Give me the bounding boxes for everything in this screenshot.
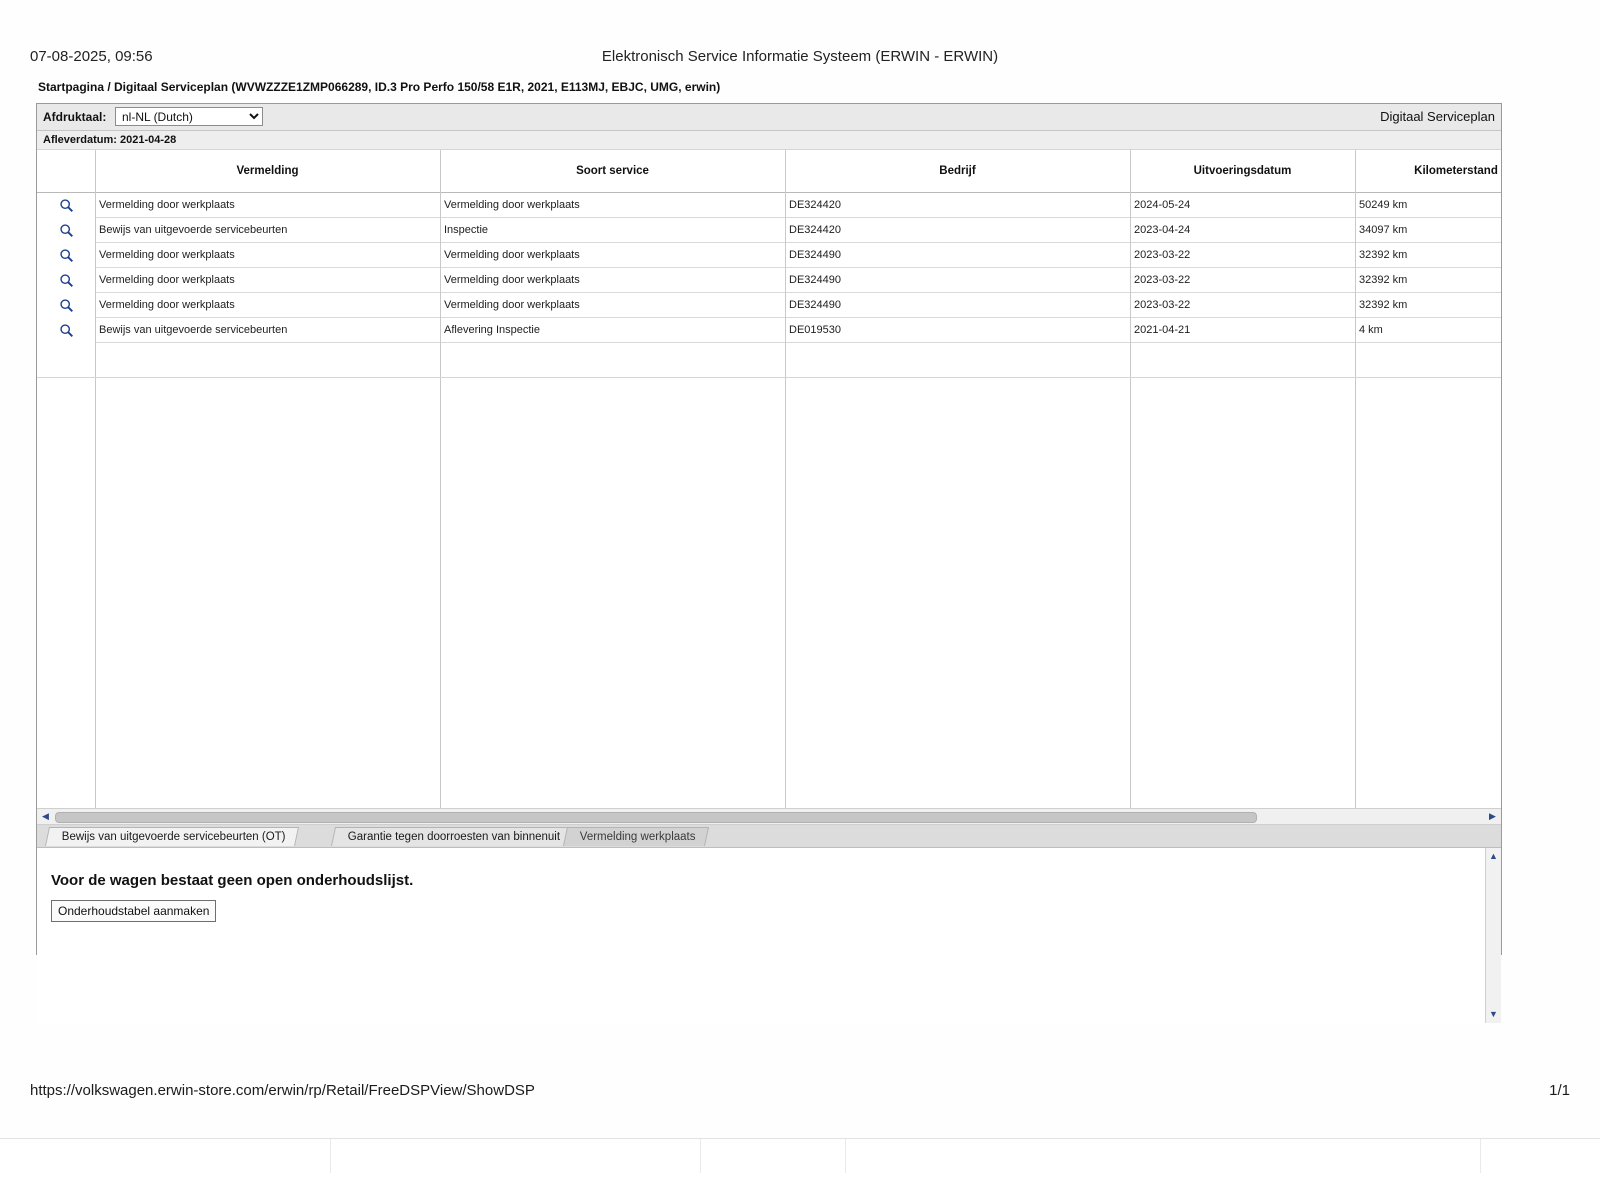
cell-vermelding: Bewijs van uitgevoerde servicebeurten: [95, 218, 440, 243]
tab-label: Bewijs van uitgevoerde servicebeurten (OT): [61, 831, 286, 843]
scan-artifact-edge: [0, 1138, 1600, 1201]
cell-bedrijf: DE324490: [785, 268, 1130, 293]
scroll-down-arrow-icon[interactable]: ▼: [1489, 1009, 1498, 1019]
magnifier-icon: [59, 298, 74, 313]
row-detail-button[interactable]: [37, 218, 95, 243]
column-header-vermelding[interactable]: Vermelding: [95, 150, 440, 193]
cell-soort-service: Vermelding door werkplaats: [440, 193, 785, 218]
table-row[interactable]: [37, 293, 1501, 318]
table-body: [37, 193, 1501, 343]
toolbar: [37, 104, 1501, 131]
cell-kilometerstand: 4 km: [1355, 318, 1501, 343]
magnifier-icon: [59, 248, 74, 263]
cell-uitvoeringsdatum: 2023-04-24: [1130, 218, 1355, 243]
tab-label: Vermelding werkplaats: [579, 831, 696, 843]
grid-divider: [440, 150, 441, 808]
cell-uitvoeringsdatum: 2023-03-22: [1130, 268, 1355, 293]
cell-kilometerstand: 32392 km: [1355, 293, 1501, 318]
module-title: Digitaal Serviceplan: [1380, 109, 1495, 124]
row-detail-button[interactable]: [37, 268, 95, 293]
grid-divider: [785, 150, 786, 808]
create-maintenance-table-button[interactable]: Onderhoudstabel aanmaken: [51, 900, 216, 922]
cell-soort-service: Inspectie: [440, 218, 785, 243]
delivery-date-bar: [37, 131, 1501, 150]
grid-row-separator: [37, 377, 1501, 378]
cell-kilometerstand: 50249 km: [1355, 193, 1501, 218]
cell-bedrijf: DE324420: [785, 218, 1130, 243]
tab-vermelding-werkplaats[interactable]: [563, 827, 709, 846]
scroll-left-arrow-icon[interactable]: ◀: [42, 811, 49, 821]
cell-vermelding: Bewijs van uitgevoerde servicebeurten: [95, 318, 440, 343]
cell-bedrijf: DE019530: [785, 318, 1130, 343]
grid-divider: [1355, 150, 1356, 808]
magnifier-icon: [59, 223, 74, 238]
table-row[interactable]: [37, 243, 1501, 268]
scan-artifact-line: [845, 1139, 846, 1173]
row-detail-button[interactable]: [37, 193, 95, 218]
scan-artifact-line: [700, 1139, 701, 1173]
tab-strip: [37, 825, 1501, 848]
table-row[interactable]: [37, 218, 1501, 243]
cell-bedrijf: DE324490: [785, 293, 1130, 318]
application-frame: [36, 103, 1502, 1019]
footer-url: https://volkswagen.erwin-store.com/erwin/rp/Retail/FreeDSPView/ShowDSP: [30, 1082, 535, 1099]
print-date: 07-08-2025, 09:56: [30, 48, 153, 65]
cell-soort-service: Vermelding door werkplaats: [440, 243, 785, 268]
row-detail-button[interactable]: [37, 243, 95, 268]
cell-bedrijf: DE324420: [785, 193, 1130, 218]
grid-divider: [95, 150, 96, 808]
row-detail-button[interactable]: [37, 293, 95, 318]
delivery-date-label: Afleverdatum: 2021-04-28: [43, 134, 177, 146]
table-row[interactable]: [37, 268, 1501, 293]
cell-vermelding: Vermelding door werkplaats: [95, 268, 440, 293]
print-header: [0, 48, 1600, 70]
scroll-right-arrow-icon[interactable]: ▶: [1489, 811, 1496, 821]
column-header-soort-service[interactable]: Soort service: [440, 150, 785, 193]
table-header-row: [37, 150, 1501, 193]
table-row[interactable]: [37, 193, 1501, 218]
scan-artifact-line: [1480, 1139, 1481, 1173]
cell-bedrijf: DE324490: [785, 243, 1130, 268]
table-row[interactable]: [37, 318, 1501, 343]
grid-horizontal-scrollbar[interactable]: [37, 808, 1501, 825]
tab-label: Garantie tegen doorroesten van binnenuit: [347, 831, 561, 843]
cell-vermelding: Vermelding door werkplaats: [95, 293, 440, 318]
grid-divider: [1130, 150, 1131, 808]
magnifier-icon: [59, 198, 74, 213]
cell-uitvoeringsdatum: 2023-03-22: [1130, 293, 1355, 318]
cell-soort-service: Vermelding door werkplaats: [440, 268, 785, 293]
cell-kilometerstand: 32392 km: [1355, 243, 1501, 268]
maintenance-panel: [37, 848, 1501, 1023]
cell-vermelding: Vermelding door werkplaats: [95, 243, 440, 268]
column-header-kilometerstand[interactable]: Kilometerstand: [1355, 150, 1501, 193]
column-header-uitvoeringsdatum[interactable]: Uitvoeringsdatum: [1130, 150, 1355, 193]
column-header-bedrijf[interactable]: Bedrijf: [785, 150, 1130, 193]
cell-soort-service: Vermelding door werkplaats: [440, 293, 785, 318]
scan-artifact-line: [330, 1139, 331, 1173]
scroll-up-arrow-icon[interactable]: ▲: [1489, 851, 1498, 861]
page-title: Elektronisch Service Informatie Systeem (ERWIN - ERWIN): [601, 48, 999, 65]
cell-kilometerstand: 32392 km: [1355, 268, 1501, 293]
service-history-table: [37, 150, 1501, 343]
footer-page-number: 1/1: [1549, 1082, 1570, 1099]
row-detail-button[interactable]: [37, 318, 95, 343]
column-header-icon[interactable]: [37, 150, 95, 193]
cell-kilometerstand: 34097 km: [1355, 218, 1501, 243]
magnifier-icon: [59, 323, 74, 338]
horizontal-scroll-thumb[interactable]: [55, 812, 1257, 823]
magnifier-icon: [59, 273, 74, 288]
breadcrumb: Startpagina / Digitaal Serviceplan (WVWZZZE1ZMP066289, ID.3 Pro Perfo 150/58 E1R, 2021, E113MJ, EBJC, UMG, erwin): [38, 80, 721, 94]
tab-bewijs-servicebeurten[interactable]: [45, 827, 299, 846]
maintenance-empty-message: Voor de wagen bestaat geen open onderhoudslijst.: [51, 872, 414, 889]
service-history-grid: [37, 150, 1501, 808]
panel-vertical-scrollbar[interactable]: [1485, 848, 1501, 1023]
print-language-label: Afdruktaal:: [43, 110, 107, 124]
cell-soort-service: Aflevering Inspectie: [440, 318, 785, 343]
cell-uitvoeringsdatum: 2023-03-22: [1130, 243, 1355, 268]
print-language-select[interactable]: [115, 107, 263, 126]
tab-garantie-doorroesten[interactable]: [331, 827, 573, 846]
cell-uitvoeringsdatum: 2021-04-21: [1130, 318, 1355, 343]
cell-uitvoeringsdatum: 2024-05-24: [1130, 193, 1355, 218]
cell-vermelding: Vermelding door werkplaats: [95, 193, 440, 218]
